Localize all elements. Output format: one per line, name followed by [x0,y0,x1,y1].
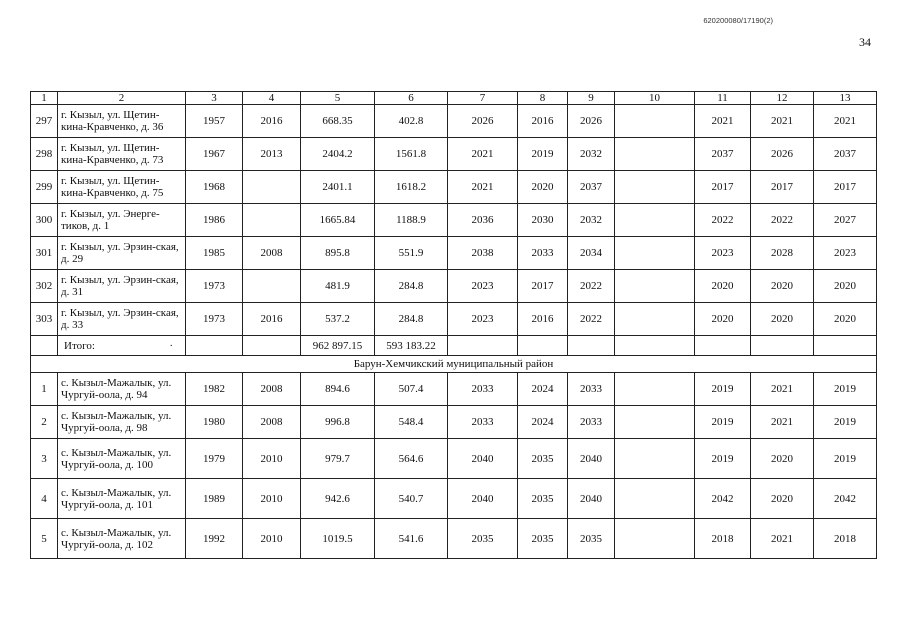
table-cell: 996.8 [301,406,375,439]
section-row [31,356,877,373]
table-cell: 551.9 [375,237,448,270]
table-cell [243,270,301,303]
row-number: 3 [31,439,58,479]
table-cell: 2023 [448,303,518,336]
table-cell: 2035 [518,479,568,519]
table-cell: 537.2 [301,303,375,336]
table-cell: 2008 [243,406,301,439]
table-cell [615,105,695,138]
address-cell: с. Кызыл-Мажалык, ул. Чургуй-оола, д. 101 [58,479,186,519]
table-cell: 1618.2 [375,171,448,204]
table-cell: 1973 [186,270,243,303]
table-cell: 2023 [448,270,518,303]
col-header: 12 [751,92,814,105]
column-number-row [31,92,877,105]
table-cell: 668.35 [301,105,375,138]
table-cell: 402.8 [375,105,448,138]
table-cell [615,171,695,204]
table-row [31,373,877,406]
table-cell: 2020 [695,303,751,336]
total-living-area: 593 183.22 [375,336,448,356]
table-cell: 2016 [243,303,301,336]
table-cell [615,138,695,171]
table-cell: 1973 [186,303,243,336]
housing-table [30,91,877,559]
table-cell: 2022 [568,270,615,303]
document-code: 620200080/17190(2) [703,16,773,25]
table-cell: 507.4 [375,373,448,406]
table-cell: 1989 [186,479,243,519]
row-number: 5 [31,519,58,559]
table-cell: 2037 [568,171,615,204]
address-cell: г. Кызыл, ул. Энерге-тиков, д. 1 [58,204,186,237]
table-cell: 2016 [518,105,568,138]
table-cell: 1979 [186,439,243,479]
row-number: 298 [31,138,58,171]
table-cell: 2033 [518,237,568,270]
table-cell: 2038 [448,237,518,270]
table-cell: 2042 [695,479,751,519]
col-header: 9 [568,92,615,105]
table-cell: 1561.8 [375,138,448,171]
table-cell: 1985 [186,237,243,270]
section-title: Барун-Хемчикский муниципальный район [31,356,877,373]
address-cell: г. Кызыл, ул. Эрзин-ская, д. 33 [58,303,186,336]
table-cell: 2033 [568,373,615,406]
table-cell: 2021 [448,138,518,171]
row-number: 303 [31,303,58,336]
table-cell: 2019 [814,406,877,439]
table-cell: 2027 [814,204,877,237]
table-cell: 1188.9 [375,204,448,237]
table-row [31,439,877,479]
table-cell: 2022 [695,204,751,237]
table-cell: 2017 [518,270,568,303]
table-cell: 2020 [814,303,877,336]
table-cell: 2010 [243,439,301,479]
table-cell: 2020 [751,270,814,303]
row-number: 297 [31,105,58,138]
address-cell: с. Кызыл-Мажалык, ул. Чургуй-оола, д. 98 [58,406,186,439]
col-header: 4 [243,92,301,105]
table-cell: 2033 [568,406,615,439]
table-cell: 2033 [448,373,518,406]
table-cell: 548.4 [375,406,448,439]
table-cell: 2021 [751,406,814,439]
table-cell: 1957 [186,105,243,138]
table-cell: 2019 [518,138,568,171]
table-cell [243,171,301,204]
address-cell: г. Кызыл, ул. Эрзин-ская, д. 29 [58,237,186,270]
table-cell: 1967 [186,138,243,171]
table-cell: 284.8 [375,270,448,303]
row-number: 301 [31,237,58,270]
table-cell: 1665.84 [301,204,375,237]
table-cell: 540.7 [375,479,448,519]
table-cell: 2040 [568,439,615,479]
table-row [31,519,877,559]
table-cell: 2020 [814,270,877,303]
table-cell [615,519,695,559]
row-number: 302 [31,270,58,303]
col-header: 1 [31,92,58,105]
table-cell: 2008 [243,373,301,406]
table-cell: 2037 [695,138,751,171]
address-cell: с. Кызыл-Мажалык, ул. Чургуй-оола, д. 94 [58,373,186,406]
table-cell: 1980 [186,406,243,439]
table-cell: 2035 [518,519,568,559]
table-row [31,204,877,237]
table-cell: 2034 [568,237,615,270]
table-cell: 2035 [518,439,568,479]
table-cell: 2022 [568,303,615,336]
table-cell [615,373,695,406]
total-label-text: Итого: [64,339,95,352]
table-row [31,406,877,439]
total-area: 962 897.15 [301,336,375,356]
table-cell: 284.8 [375,303,448,336]
table-cell: 2021 [695,105,751,138]
address-cell: с. Кызыл-Мажалык, ул. Чургуй-оола, д. 100 [58,439,186,479]
table-cell: 979.7 [301,439,375,479]
table-cell: 1986 [186,204,243,237]
table-cell: 1019.5 [301,519,375,559]
table-cell [615,237,695,270]
table-cell: 1992 [186,519,243,559]
table-cell: 2032 [568,204,615,237]
table-cell: 1968 [186,171,243,204]
table-cell: 2040 [448,479,518,519]
page-number: 34 [859,35,871,49]
table-cell: 2032 [568,138,615,171]
table-cell: 2035 [568,519,615,559]
table-cell: 895.8 [301,237,375,270]
table-cell: 564.6 [375,439,448,479]
table-cell: 2023 [814,237,877,270]
row-number: 299 [31,171,58,204]
table-cell: 2017 [814,171,877,204]
table-cell: 2010 [243,479,301,519]
table-cell: 2040 [448,439,518,479]
table-cell: 2017 [695,171,751,204]
address-cell: г. Кызыл, ул. Щетин-кина-Кравченко, д. 75 [58,171,186,204]
table-cell: 2020 [751,303,814,336]
table-cell: 2036 [448,204,518,237]
table-row [31,479,877,519]
table-cell: 2016 [518,303,568,336]
total-row [31,336,877,356]
row-number: 300 [31,204,58,237]
col-header: 10 [615,92,695,105]
table-cell: 2026 [751,138,814,171]
col-header: 5 [301,92,375,105]
table-row [31,171,877,204]
address-cell: г. Кызыл, ул. Щетин-кина-Кравченко, д. 36 [58,105,186,138]
col-header: 7 [448,92,518,105]
table-cell: 2024 [518,373,568,406]
row-number: 1 [31,373,58,406]
table-cell: 481.9 [301,270,375,303]
table-row [31,105,877,138]
table-row [31,303,877,336]
table-cell: 2035 [448,519,518,559]
table-cell: 2021 [751,373,814,406]
table-cell: 2020 [518,171,568,204]
total-label [58,336,186,356]
table-cell: 2042 [814,479,877,519]
table-cell: 2019 [695,406,751,439]
table-row [31,237,877,270]
table-cell: 2026 [448,105,518,138]
table-cell [615,479,695,519]
table-cell: 894.6 [301,373,375,406]
table-cell: 2020 [695,270,751,303]
table-cell: 2026 [568,105,615,138]
table-cell: 2030 [518,204,568,237]
table-cell: 2020 [751,479,814,519]
table-cell: 2033 [448,406,518,439]
table-cell: 2019 [814,373,877,406]
table-cell: 2010 [243,519,301,559]
table-cell [615,303,695,336]
total-dot: · [169,339,173,352]
col-header: 8 [518,92,568,105]
table-cell: 2018 [814,519,877,559]
table-cell: 2037 [814,138,877,171]
col-header: 6 [375,92,448,105]
table-cell [243,204,301,237]
table-cell: 2017 [751,171,814,204]
table-cell: 2401.1 [301,171,375,204]
col-header: 11 [695,92,751,105]
table-cell: 2020 [751,439,814,479]
table-cell: 541.6 [375,519,448,559]
table-cell: 2019 [695,373,751,406]
address-cell: г. Кызыл, ул. Эрзин-ская, д. 31 [58,270,186,303]
address-cell: г. Кызыл, ул. Щетин-кина-Кравченко, д. 73 [58,138,186,171]
table-cell: 2018 [695,519,751,559]
table-cell [615,439,695,479]
table-cell: 2021 [448,171,518,204]
table-cell: 2023 [695,237,751,270]
table-cell: 2019 [695,439,751,479]
table-cell: 2021 [814,105,877,138]
table-row [31,138,877,171]
col-header: 3 [186,92,243,105]
table-cell: 2019 [814,439,877,479]
table-cell: 942.6 [301,479,375,519]
table-cell: 1982 [186,373,243,406]
table-cell: 2021 [751,105,814,138]
table-cell [615,204,695,237]
row-number: 4 [31,479,58,519]
table-cell: 2016 [243,105,301,138]
col-header: 2 [58,92,186,105]
table-cell [615,270,695,303]
row-number: 2 [31,406,58,439]
table-cell: 2022 [751,204,814,237]
table-cell: 2024 [518,406,568,439]
table-cell: 2008 [243,237,301,270]
table-cell: 2013 [243,138,301,171]
table-cell: 2404.2 [301,138,375,171]
address-cell: с. Кызыл-Мажалык, ул. Чургуй-оола, д. 102 [58,519,186,559]
table-cell: 2040 [568,479,615,519]
table-cell: 2021 [751,519,814,559]
col-header: 13 [814,92,877,105]
table-cell [615,406,695,439]
table-row [31,270,877,303]
table-cell: 2028 [751,237,814,270]
